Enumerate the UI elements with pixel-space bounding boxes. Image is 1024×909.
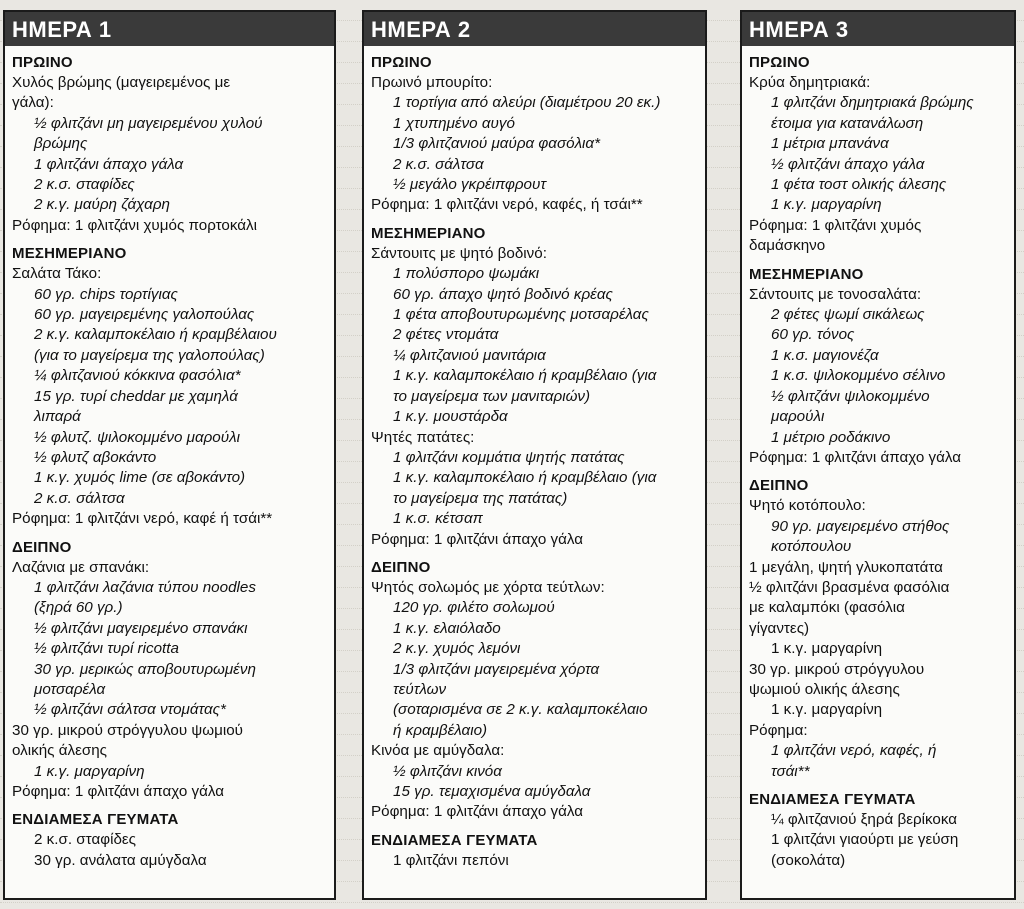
meal-section-heading: ΠΡΩΙΝΟ bbox=[371, 54, 432, 71]
menu-line: Ψητό κοτόπουλο: bbox=[749, 497, 866, 515]
ingredient-line: 2 κ.σ. σταφίδες bbox=[34, 176, 135, 194]
day-1-title: ΗΜΕΡΑ 1 bbox=[5, 12, 334, 46]
ingredient-line: 1 φλιτζάνι κομμάτια ψητής πατάτας bbox=[393, 448, 625, 466]
ingredient-line: ½ φλιτζάνι τυρί ricotta bbox=[34, 640, 179, 658]
ingredient-line: 1 κ.γ. μαργαρίνη bbox=[771, 640, 883, 658]
menu-line: Σαλάτα Τάκο: bbox=[12, 265, 102, 283]
ingredient-line: τσάι** bbox=[771, 762, 810, 780]
ingredient-line: μαρούλι bbox=[771, 408, 825, 426]
ingredient-line: ½ φλιτζάνι άπαχο γάλα bbox=[771, 155, 925, 173]
ingredient-line: λιπαρά bbox=[34, 408, 81, 426]
meal-section-heading: ΠΡΩΙΝΟ bbox=[749, 54, 810, 71]
ingredient-line: ½ φλυτζ. ψιλοκομμένο μαρούλι bbox=[34, 428, 240, 446]
menu-line: γίγαντες) bbox=[749, 619, 810, 637]
menu-line: Ρόφημα: bbox=[749, 721, 808, 739]
menu-line: γάλα): bbox=[12, 94, 54, 112]
ingredient-line: 1 φλιτζάνι πεπόνι bbox=[393, 851, 509, 869]
ingredient-line: 120 γρ. φιλέτο σολωμού bbox=[393, 599, 555, 617]
ingredient-line: 1 χτυπημένο αυγό bbox=[393, 114, 515, 132]
ingredient-line: 1 κ.γ. μαργαρίνη bbox=[34, 762, 145, 780]
day-3-column bbox=[740, 10, 1016, 900]
menu-line: Ρόφημα: 1 φλιτζάνι νερό, καφέ ή τσάι** bbox=[12, 510, 273, 528]
ingredient-line: 1 φλιτζάνι γιαούρτι με γεύση bbox=[771, 831, 959, 849]
ingredient-line: ¼ φλιτζανιού κόκκινα φασόλια* bbox=[34, 367, 241, 385]
ingredient-line: 60 γρ. άπαχο ψητό βοδινό κρέας bbox=[393, 285, 613, 303]
menu-line: Λαζάνια με σπανάκι: bbox=[12, 558, 150, 576]
ingredient-line: 1 κ.γ. χυμός lime (σε αβοκάντο) bbox=[34, 469, 246, 487]
meal-section-heading: ΔΕΙΠΝΟ bbox=[12, 538, 72, 556]
ingredient-line: (σοταρισμένα σε 2 κ.γ. καλαμποκέλαιο bbox=[393, 701, 648, 719]
ingredient-line: 1 κ.γ. μαργαρίνη bbox=[771, 701, 883, 719]
ingredient-line: 1 φέτα αποβουτυρωμένης μοτσαρέλας bbox=[393, 306, 649, 324]
background-texture-line bbox=[0, 903, 1024, 909]
menu-line: 30 γρ. μικρού στρόγγυλου ψωμιού bbox=[12, 721, 243, 739]
menu-line: Κρύα δημητριακά: bbox=[749, 74, 871, 91]
ingredient-line: 1 κ.γ. μουστάρδα bbox=[393, 408, 508, 426]
ingredient-line: ¼ φλιτζανιού μανιτάρια bbox=[393, 346, 546, 364]
ingredient-line: 2 φέτες ψωμί σικάλεως bbox=[771, 306, 925, 324]
ingredient-line: ½ μεγάλο γκρέιπφρουτ bbox=[393, 176, 547, 194]
ingredient-line: 2 κ.γ. μαύρη ζάχαρη bbox=[34, 196, 170, 214]
ingredient-line: 1 φλιτζάνι λαζάνια τύπου noodles bbox=[34, 578, 256, 596]
ingredient-line: 1 πολύσπορο ψωμάκι bbox=[393, 265, 540, 283]
menu-line: ψωμιού ολικής άλεσης bbox=[749, 680, 900, 698]
menu-line: Ρόφημα: 1 φλιτζάνι χυμός bbox=[749, 216, 922, 234]
day-1-content bbox=[5, 46, 334, 871]
meal-section-heading: ΕΝΔΙΑΜΕΣΑ ΓΕΥΜΑΤΑ bbox=[371, 831, 538, 849]
menu-line: με καλαμπόκι (φασόλια bbox=[749, 599, 905, 617]
ingredient-line: 1/3 φλιτζανιού μαύρα φασόλια* bbox=[393, 135, 600, 153]
ingredient-line: 1 φλιτζάνι άπαχο γάλα bbox=[34, 155, 184, 173]
ingredient-line: 1 φέτα τοστ ολικής άλεσης bbox=[771, 176, 947, 194]
ingredient-line: 1 μέτριο ροδάκινο bbox=[771, 428, 891, 446]
meal-section-heading: ΕΝΔΙΑΜΕΣΑ ΓΕΥΜΑΤΑ bbox=[12, 811, 179, 829]
ingredient-line: 1 μέτρια μπανάνα bbox=[771, 135, 889, 153]
menu-line: 30 γρ. μικρού στρόγγυλου bbox=[749, 660, 925, 678]
ingredient-line: ½ φλιτζάνι μαγειρεμένο σπανάκι bbox=[34, 619, 248, 637]
ingredient-line: 30 γρ. ανάλατα αμύγδαλα bbox=[34, 851, 207, 869]
menu-line: Σάντουιτς με ψητό βοδινό: bbox=[371, 244, 547, 262]
ingredient-line: 15 γρ. τυρί cheddar με χαμηλά bbox=[34, 387, 238, 405]
ingredient-line: ½ φλιτζάνι ψιλοκομμένο bbox=[771, 387, 930, 405]
day-2-content bbox=[364, 46, 705, 871]
menu-line: ολικής άλεσης bbox=[12, 742, 107, 760]
menu-line: Ρόφημα: 1 φλιτζάνι χυμός πορτοκάλι bbox=[12, 216, 258, 234]
menu-line: Ρόφημα: 1 φλιτζάνι άπαχο γάλα bbox=[371, 530, 584, 548]
ingredient-line: 1 κ.γ. μαργαρίνη bbox=[771, 196, 882, 214]
ingredient-line: το μαγείρεμα της πατάτας) bbox=[393, 489, 568, 507]
ingredient-line: ½ φλιτζάνι σάλτσα ντομάτας* bbox=[34, 701, 226, 719]
day-2-column bbox=[362, 10, 707, 900]
menu-line: Ρόφημα: 1 φλιτζάνι άπαχο γάλα bbox=[371, 803, 584, 821]
day-2-title: ΗΜΕΡΑ 2 bbox=[364, 12, 705, 46]
ingredient-line: 2 φέτες ντομάτα bbox=[393, 326, 499, 344]
ingredient-line: τεύτλων bbox=[393, 680, 447, 698]
menu-line: Πρωινό μπουρίτο: bbox=[371, 74, 493, 91]
ingredient-line: 2 κ.σ. σταφίδες bbox=[34, 831, 136, 849]
menu-line: Κινόα με αμύγδαλα: bbox=[371, 742, 505, 760]
day-3-content bbox=[742, 46, 1014, 871]
ingredient-line: 60 γρ. chips τορτίγιας bbox=[34, 285, 178, 303]
ingredient-line: ½ φλιτζάνι μη μαγειρεμένου χυλού bbox=[34, 114, 263, 132]
day-3-title: ΗΜΕΡΑ 3 bbox=[742, 12, 1014, 46]
ingredient-line: 15 γρ. τεμαχισμένα αμύγδαλα bbox=[393, 783, 591, 800]
ingredient-line: 1/3 φλιτζάνι μαγειρεμένα χόρτα bbox=[393, 660, 600, 678]
ingredient-line: 1 φλιτζάνι νερό, καφές, ή bbox=[771, 742, 937, 760]
ingredient-line: 2 κ.γ. χυμός λεμόνι bbox=[393, 640, 521, 658]
menu-line: Ψητές πατάτες: bbox=[371, 428, 475, 446]
menu-line: Σάντουιτς με τονοσαλάτα: bbox=[749, 285, 922, 303]
meal-section-heading: ΔΕΙΠΝΟ bbox=[749, 477, 809, 495]
ingredient-line: μοτσαρέλα bbox=[34, 680, 106, 698]
menu-line: 1 μεγάλη, ψητή γλυκοπατάτα bbox=[749, 558, 943, 576]
meal-section-heading: ΕΝΔΙΑΜΕΣΑ ΓΕΥΜΑΤΑ bbox=[749, 791, 916, 808]
ingredient-line: 1 κ.γ. καλαμποκέλαιο ή κραμβέλαιο (για bbox=[393, 469, 657, 487]
ingredient-line: 2 κ.σ. σάλτσα bbox=[34, 489, 125, 507]
meal-section-heading: ΠΡΩΙΝΟ bbox=[12, 54, 73, 71]
ingredient-line: 1 κ.σ. μαγιονέζα bbox=[771, 346, 879, 364]
menu-line: Ψητός σολωμός με χόρτα τεύτλων: bbox=[371, 578, 605, 596]
ingredient-line: 1 κ.γ. καλαμποκέλαιο ή κραμβέλαιο (για bbox=[393, 367, 657, 385]
menu-line: ½ φλιτζάνι βρασμένα φασόλια bbox=[749, 578, 950, 596]
ingredient-line: 1 κ.γ. ελαιόλαδο bbox=[393, 619, 501, 637]
ingredient-line: 2 κ.γ. καλαμποκέλαιο ή κραμβέλαιου bbox=[34, 326, 277, 344]
meal-section-heading: ΔΕΙΠΝΟ bbox=[371, 558, 431, 576]
meal-section-heading: ΜΕΣΗΜΕΡΙΑΝΟ bbox=[749, 265, 864, 283]
ingredient-line: 30 γρ. μερικώς αποβουτυρωμένη bbox=[34, 660, 256, 678]
ingredient-line: 60 γρ. τόνος bbox=[771, 326, 855, 344]
ingredient-line: βρώμης bbox=[34, 135, 88, 153]
ingredient-line: 1 κ.σ. κέτσαπ bbox=[393, 510, 483, 528]
meal-section-heading: ΜΕΣΗΜΕΡΙΑΝΟ bbox=[371, 224, 486, 242]
ingredient-line: (σοκολάτα) bbox=[771, 851, 846, 869]
menu-line: Ρόφημα: 1 φλιτζάνι νερό, καφές, ή τσάι** bbox=[371, 196, 643, 214]
day-1-column bbox=[3, 10, 336, 900]
ingredient-line: ½ φλιτζάνι κινόα bbox=[393, 762, 502, 780]
ingredient-line: το μαγείρεμα των μανιταριών) bbox=[393, 387, 591, 405]
menu-line: Ρόφημα: 1 φλιτζάνι άπαχο γάλα bbox=[749, 448, 962, 466]
ingredient-line: (για το μαγείρεμα της γαλοπούλας) bbox=[34, 346, 265, 364]
menu-line: Ρόφημα: 1 φλιτζάνι άπαχο γάλα bbox=[12, 783, 225, 800]
ingredient-line: 90 γρ. μαγειρεμένο στήθος bbox=[771, 517, 950, 535]
ingredient-line: 60 γρ. μαγειρεμένης γαλοπούλας bbox=[34, 306, 255, 324]
menu-line: Χυλός βρώμης (μαγειρεμένος με bbox=[12, 74, 231, 91]
meal-section-heading: ΜΕΣΗΜΕΡΙΑΝΟ bbox=[12, 245, 127, 263]
ingredient-line: ή κραμβέλαιο) bbox=[393, 721, 488, 739]
ingredient-line: ½ φλυτζ αβοκάντο bbox=[34, 448, 157, 466]
ingredient-line: (ξηρά 60 γρ.) bbox=[34, 599, 123, 617]
ingredient-line: έτοιμα για κατανάλωση bbox=[771, 114, 924, 132]
ingredient-line: 1 κ.σ. ψιλοκομμένο σέλινο bbox=[771, 367, 946, 385]
ingredient-line: κοτόπουλου bbox=[771, 538, 852, 556]
ingredient-line: 2 κ.σ. σάλτσα bbox=[393, 155, 484, 173]
ingredient-line: 1 φλιτζάνι δημητριακά βρώμης bbox=[771, 94, 974, 112]
ingredient-line: 1 τορτίγια από αλεύρι (διαμέτρου 20 εκ.) bbox=[393, 94, 661, 112]
ingredient-line: ¼ φλιτζανιού ξηρά βερίκοκα bbox=[771, 811, 958, 828]
menu-line: δαμάσκηνο bbox=[749, 237, 826, 255]
